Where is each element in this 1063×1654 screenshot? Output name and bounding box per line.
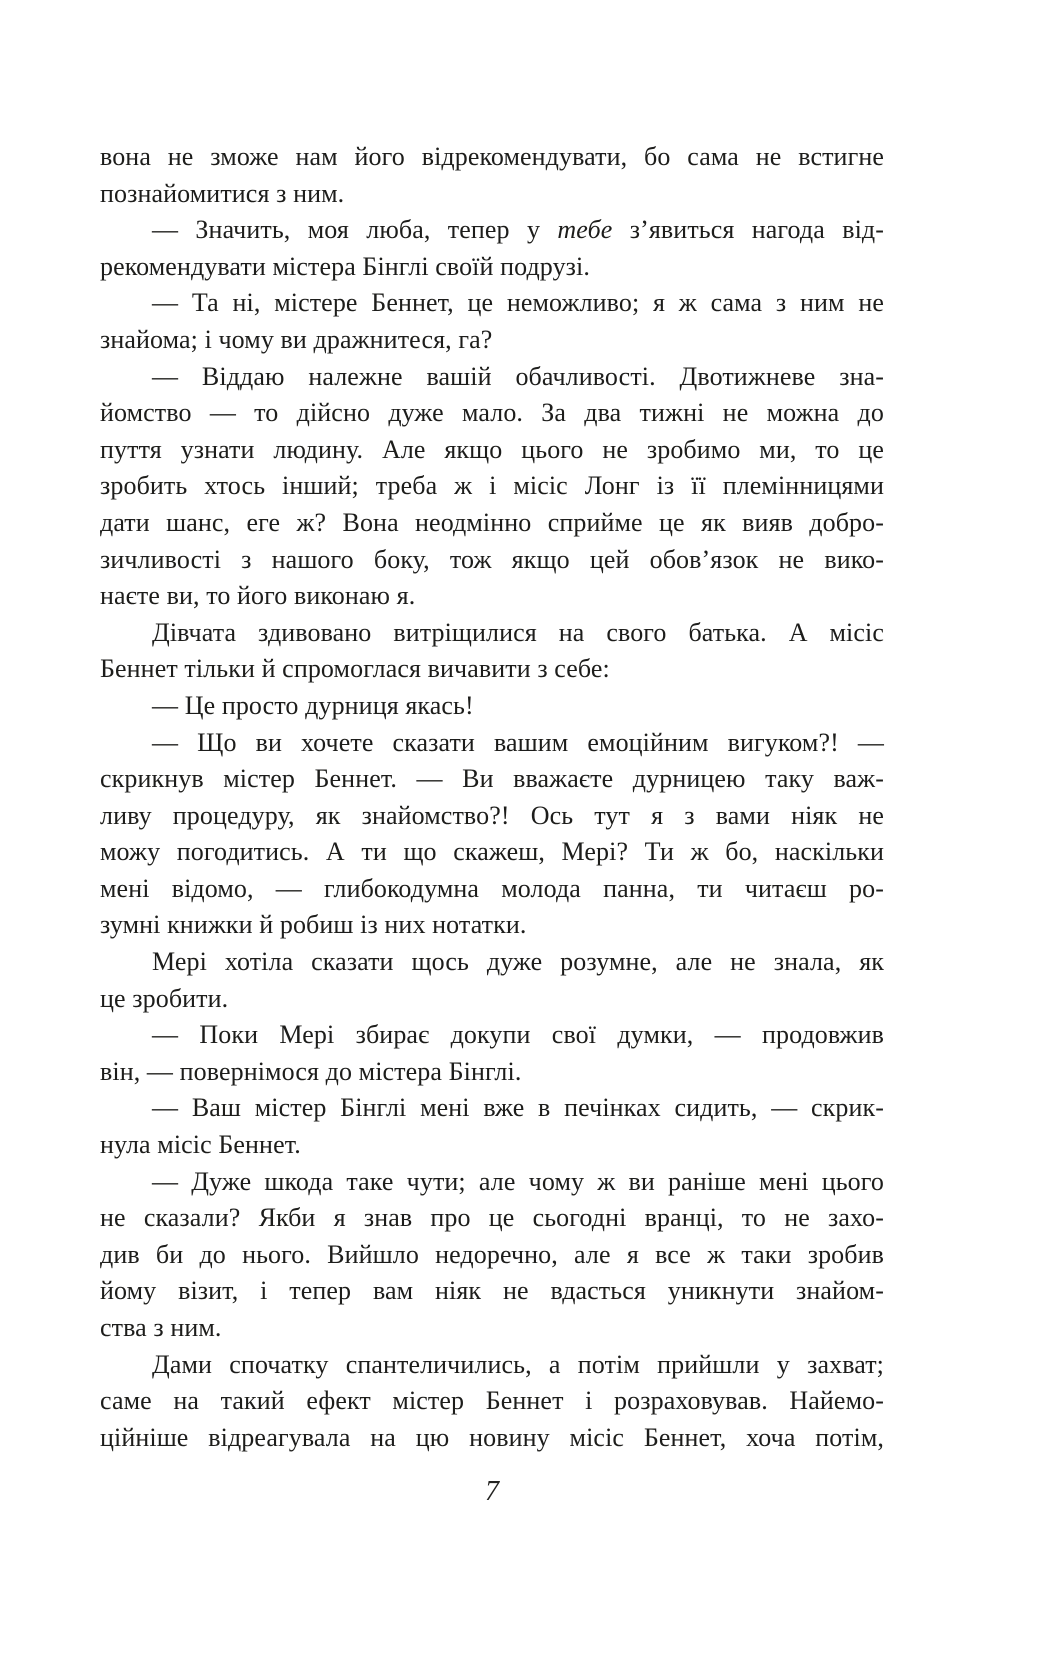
text-segment: пуття узнати людину. Але якщо цього не зробимо ми, то це xyxy=(100,434,884,464)
text-segment: не сказали? Якби я знав про це сьогодні вранці, то не захо- xyxy=(100,1203,884,1233)
text-segment: ливу процедуру, як знайомство?! Ось тут я з вами ніяк не xyxy=(100,800,884,830)
text-line xyxy=(100,981,884,1018)
text-segment: ційніше відреагувала на цю новину місіс Беннет, хоча потім, xyxy=(100,1422,884,1452)
text-line xyxy=(100,468,884,505)
text-segment: — Віддаю належне вашій обачливості. Двотижневе зна- xyxy=(152,361,884,391)
text-segment: — Поки Мері збирає докупи свої думки, — продовжив xyxy=(152,1020,884,1050)
text-segment: йому візит, і тепер вам ніяк не вдасться уникнути знайом- xyxy=(100,1276,884,1306)
text-segment: це зробити. xyxy=(100,983,229,1013)
text-line xyxy=(100,871,884,908)
text-line xyxy=(100,651,884,688)
body-text-block xyxy=(100,139,884,1456)
text-segment: Мері хотіла сказати щось дуже розумне, але не знала, як xyxy=(152,947,884,977)
text-line xyxy=(100,1310,884,1347)
text-segment: рекомендувати містера Бінглі своїй подрузі. xyxy=(100,251,590,281)
text-line xyxy=(100,1054,884,1091)
text-segment: він, — повернімося до містера Бінглі. xyxy=(100,1056,522,1086)
text-line xyxy=(100,285,884,322)
text-line xyxy=(100,1237,884,1274)
text-line xyxy=(100,1164,884,1201)
text-line xyxy=(100,907,884,944)
text-line xyxy=(100,432,884,469)
text-line xyxy=(100,834,884,871)
text-segment: — Що ви хочете сказати вашим емоційним вигуком?! — xyxy=(152,727,884,757)
text-segment: — Це просто дурниця якась! xyxy=(152,690,474,720)
text-line xyxy=(100,615,884,652)
text-line xyxy=(100,725,884,762)
text-line xyxy=(100,1347,884,1384)
text-line xyxy=(100,212,884,249)
text-segment: зичливості з нашого боку, тож якщо цей обов’язок не вико- xyxy=(100,544,884,574)
text-line xyxy=(100,688,884,725)
text-segment: — Значить, моя люба, тепер у xyxy=(152,215,558,245)
text-segment: див би до нього. Вийшло недоречно, але я все ж таки зробив xyxy=(100,1239,884,1269)
text-segment: ства з ним. xyxy=(100,1313,222,1342)
text-line xyxy=(100,1273,884,1310)
text-segment: саме на такий ефект містер Беннет і розраховував. Найемо- xyxy=(100,1386,884,1416)
text-line xyxy=(100,1090,884,1127)
text-line xyxy=(100,1200,884,1237)
text-segment: Беннет тільки й спромоглася вичавити з себе: xyxy=(100,654,610,684)
text-segment: можу погодитись. А ти що скажеш, Мері? Ти ж бо, наскільки xyxy=(100,837,884,867)
text-segment: Дівчата здивовано витріщилися на свого батька. А місіс xyxy=(152,617,884,647)
text-line xyxy=(100,578,884,615)
text-line xyxy=(100,505,884,542)
text-segment: зробить хтось інший; треба ж і місіс Лонг із її племінницями xyxy=(100,471,884,501)
text-segment: Дами спочатку спантеличились, а потім прийшли у захват; xyxy=(152,1349,884,1379)
text-line xyxy=(100,1420,884,1457)
text-line xyxy=(100,798,884,835)
text-line xyxy=(100,139,884,176)
text-segment: скрикнув містер Беннет. — Ви вважаєте дурницею таку важ- xyxy=(100,764,884,794)
text-segment: — Та ні, містере Беннет, це неможливо; я ж сама з ним не xyxy=(152,288,884,318)
text-segment: дати шанс, еге ж? Вона неодмінно сприйме це як вияв добро- xyxy=(100,507,884,537)
text-segment: наєте ви, то його виконаю я. xyxy=(100,581,416,611)
text-segment: мені відомо, — глибокодумна молода панна, ти читаєш ро- xyxy=(100,873,884,903)
text-segment: — Ваш містер Бінглі мені вже в печінках сидить, — скрик- xyxy=(152,1093,884,1123)
text-line xyxy=(100,176,884,213)
text-line xyxy=(100,542,884,579)
text-segment: познайомитися з ним. xyxy=(100,178,345,208)
text-segment: зумні книжки й робиш із них нотатки. xyxy=(100,910,527,940)
text-line xyxy=(100,944,884,981)
text-line xyxy=(100,322,884,359)
text-segment: з’явиться нагода від- xyxy=(612,215,884,245)
text-line xyxy=(100,1017,884,1054)
text-line xyxy=(100,395,884,432)
text-segment: знайома; і чому ви дражнитеся, га? xyxy=(100,324,493,354)
text-line xyxy=(100,1127,884,1164)
text-line xyxy=(100,1383,884,1420)
text-line xyxy=(100,359,884,396)
text-segment: йомство — то дійсно дуже мало. За два тижні не можна до xyxy=(100,398,884,428)
page-number: 7 xyxy=(485,1476,499,1507)
text-segment: нула місіс Беннет. xyxy=(100,1130,301,1160)
text-segment: — Дуже шкода таке чути; але чому ж ви раніше мені цього xyxy=(152,1166,884,1196)
emphasized-text: тебе xyxy=(557,215,613,245)
text-line xyxy=(100,761,884,798)
text-segment: вона не зможе нам його відрекомендувати, бо сама не встигне xyxy=(100,142,884,171)
text-line xyxy=(100,249,884,286)
